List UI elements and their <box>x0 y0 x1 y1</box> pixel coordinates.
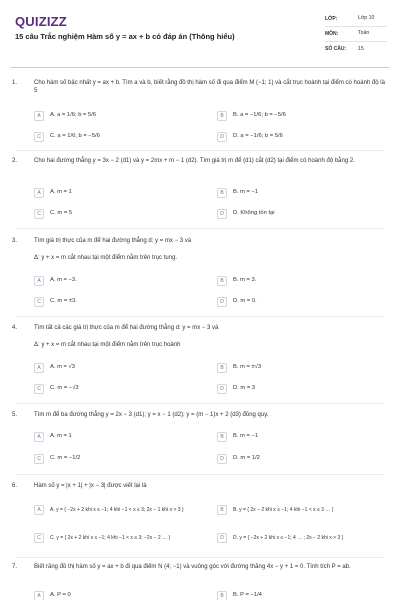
option-text: A. m = −3. <box>50 277 77 284</box>
worksheet-title: 15 câu Trắc nghiệm Hàm số y = ax + b có đáp án (Thông hiểu) <box>15 32 235 41</box>
question-number: 1. <box>12 80 18 86</box>
question-number: 2. <box>12 158 18 164</box>
option-letter: C <box>34 132 44 142</box>
question-separator <box>15 228 385 229</box>
option-letter: C <box>34 209 44 219</box>
question-text: Biết rằng đồ thị hàm số y = ax + b đi qua điểm N (4; −1) và vuông góc với đường thẳng 4x − y + 1 = 0. Tính tích P = ab. <box>34 564 351 570</box>
option-d[interactable] <box>217 296 257 308</box>
option-a[interactable] <box>34 275 77 287</box>
meta-class-row <box>325 12 387 27</box>
option-text: B. m = −1 <box>233 433 259 440</box>
quizizz-logo: QUIZIZZ <box>15 14 67 29</box>
option-d[interactable] <box>217 532 389 544</box>
option-letter: A <box>34 276 44 286</box>
option-text: D. m = 0. <box>233 298 257 305</box>
question-6 <box>12 482 390 554</box>
question-1 <box>12 79 390 149</box>
option-letter: A <box>34 591 44 600</box>
option-c[interactable] <box>34 453 80 465</box>
option-text: A. m = √3 <box>50 364 75 371</box>
option-c[interactable] <box>34 383 79 395</box>
option-d[interactable] <box>217 208 275 220</box>
question-number: 3. <box>12 238 18 244</box>
question-separator <box>15 474 385 475</box>
option-letter: C <box>34 297 44 307</box>
option-text: C. y = { 2x + 2 khi x ≤ −1; 4 khi −1 < x ≤ 3; −2x − 2 … } <box>50 534 171 541</box>
option-a[interactable] <box>34 110 96 122</box>
option-letter: C <box>34 454 44 464</box>
option-letter: D <box>217 533 227 543</box>
option-b[interactable] <box>217 187 258 199</box>
option-b[interactable] <box>217 275 256 287</box>
option-letter: D <box>217 132 227 142</box>
option-letter: A <box>34 505 44 515</box>
question-subtext: Δ: y + x = m cắt nhau tại một điểm nằm trên trục hoành <box>34 342 181 348</box>
option-text: D. Không tồn tại <box>233 210 275 217</box>
option-letter: C <box>34 533 44 543</box>
option-text: D. a = −1/6; b = 5/6 <box>233 133 283 140</box>
option-c[interactable] <box>34 296 77 308</box>
option-letter: B <box>217 363 227 373</box>
option-text: D. m = 3 <box>233 385 256 392</box>
option-letter: D <box>217 297 227 307</box>
option-d[interactable] <box>217 131 283 143</box>
meta-count-row <box>325 42 387 57</box>
question-subtext: Δ: y + x = m cắt nhau tại một điểm nằm trên trục tung. <box>34 255 178 261</box>
option-letter: A <box>34 188 44 198</box>
option-c[interactable] <box>34 131 100 143</box>
subject-label: MÔN: <box>325 30 339 37</box>
option-a[interactable] <box>34 362 75 374</box>
option-text: C. m = ±3. <box>50 298 77 305</box>
option-letter: B <box>217 591 227 600</box>
question-7 <box>12 563 390 600</box>
option-letter: B <box>217 432 227 442</box>
option-letter: B <box>217 188 227 198</box>
option-a[interactable] <box>34 431 72 443</box>
option-letter: A <box>34 111 44 121</box>
question-separator <box>15 150 385 151</box>
option-text: A. m = 1 <box>50 189 72 196</box>
question-separator <box>15 557 385 558</box>
option-b[interactable] <box>217 590 262 600</box>
option-c[interactable] <box>34 532 214 544</box>
question-text: Cho hàm số bậc nhất y = ax + b. Tìm a và b, biết rằng đồ thị hàm số đi qua điểm M (−1; 1) và cắt trục hoành tại điểm có hoành độ là 5 <box>34 80 385 95</box>
option-b[interactable] <box>217 431 258 443</box>
meta-box <box>325 12 387 57</box>
option-text: C. a = 1/6; b = −5/6 <box>50 133 100 140</box>
option-letter: C <box>34 384 44 394</box>
question-3 <box>12 237 390 313</box>
question-text: Cho hai đường thẳng y = 3x − 2 (d1) và y = 2mx + m − 1 (d2). Tìm giá trị m để (d1) cắt (d2) tại điểm có hoành độ bằng 2. <box>34 158 355 164</box>
question-5 <box>12 411 390 473</box>
header-divider <box>10 67 390 68</box>
option-text: D. m = 1/2 <box>233 455 260 462</box>
option-text: B. m = −1 <box>233 189 259 196</box>
question-separator <box>15 403 385 404</box>
question-separator <box>15 316 385 317</box>
option-text: B. y = { 2x − 2 khi x ≤ −1; 4 khi −1 < x ≤ 3 … } <box>233 506 334 513</box>
option-letter: A <box>34 432 44 442</box>
option-text: D. y = { −2x + 2 khi x ≤ −1; 4 … ; 2x − 2 khi x > 3 } <box>233 534 344 541</box>
option-text: B. m = 3. <box>233 277 257 284</box>
option-letter: B <box>217 111 227 121</box>
question-text: Tìm giá trị thực của m để hai đường thẳng d: y = mx − 3 và <box>34 238 192 244</box>
option-text: C. m = −√3 <box>50 385 79 392</box>
option-d[interactable] <box>217 383 255 395</box>
option-a[interactable] <box>34 590 71 600</box>
option-c[interactable] <box>34 208 72 220</box>
option-text: A. y = { −2x + 2 khi x ≤ −1; 4 khi −1 < x ≤ 3; 2x − 1 khi x > 3 } <box>50 506 184 513</box>
option-letter: B <box>217 505 227 515</box>
question-number: 5. <box>12 412 18 418</box>
option-letter: A <box>34 363 44 373</box>
question-4 <box>12 324 390 400</box>
option-text: C. m = −1/2 <box>50 455 81 462</box>
option-b[interactable] <box>217 110 286 122</box>
option-letter: D <box>217 209 227 219</box>
option-d[interactable] <box>217 453 260 465</box>
option-b[interactable] <box>217 362 261 374</box>
option-a[interactable] <box>34 187 72 199</box>
meta-subject-row <box>325 27 387 42</box>
option-text: B. P = −1/4 <box>233 592 262 599</box>
option-text: A. P = 0 <box>50 592 71 599</box>
question-count-label: SỐ CÂU: <box>325 46 347 53</box>
question-count-value: 15 <box>358 45 364 52</box>
option-letter: B <box>217 276 227 286</box>
class-value: Lớp 10 <box>358 15 375 22</box>
question-number: 4. <box>12 325 18 331</box>
class-label: LỚP: <box>325 15 338 22</box>
question-number: 7. <box>12 564 18 570</box>
option-text: B. a = −1/6; b = −5/6 <box>233 112 286 119</box>
question-number: 6. <box>12 483 18 489</box>
worksheet-header <box>0 0 400 70</box>
option-text: B. m = ±√3 <box>233 364 262 371</box>
option-letter: D <box>217 384 227 394</box>
option-letter: D <box>217 454 227 464</box>
option-text: A. a = 1/6; b = 5/6 <box>50 112 97 119</box>
question-text: Tìm tất cả các giá trị thực của m để hai đường thẳng d: y = mx − 3 và <box>34 325 219 331</box>
option-text: A. m = 1 <box>50 433 72 440</box>
question-2 <box>12 157 390 227</box>
option-text: C. m = 5 <box>50 210 73 217</box>
option-b[interactable] <box>217 504 389 516</box>
subject-value: Toán <box>358 30 370 37</box>
question-text: Hàm số y = |x + 1| + |x − 3| được viết lại là <box>34 483 147 489</box>
question-text: Tìm m để ba đường thẳng y = 2x − 3 (d1); y = x − 1 (d2); y = (m − 1)x + 2 (d3) đồng quy. <box>34 412 269 418</box>
option-a[interactable] <box>34 504 214 516</box>
